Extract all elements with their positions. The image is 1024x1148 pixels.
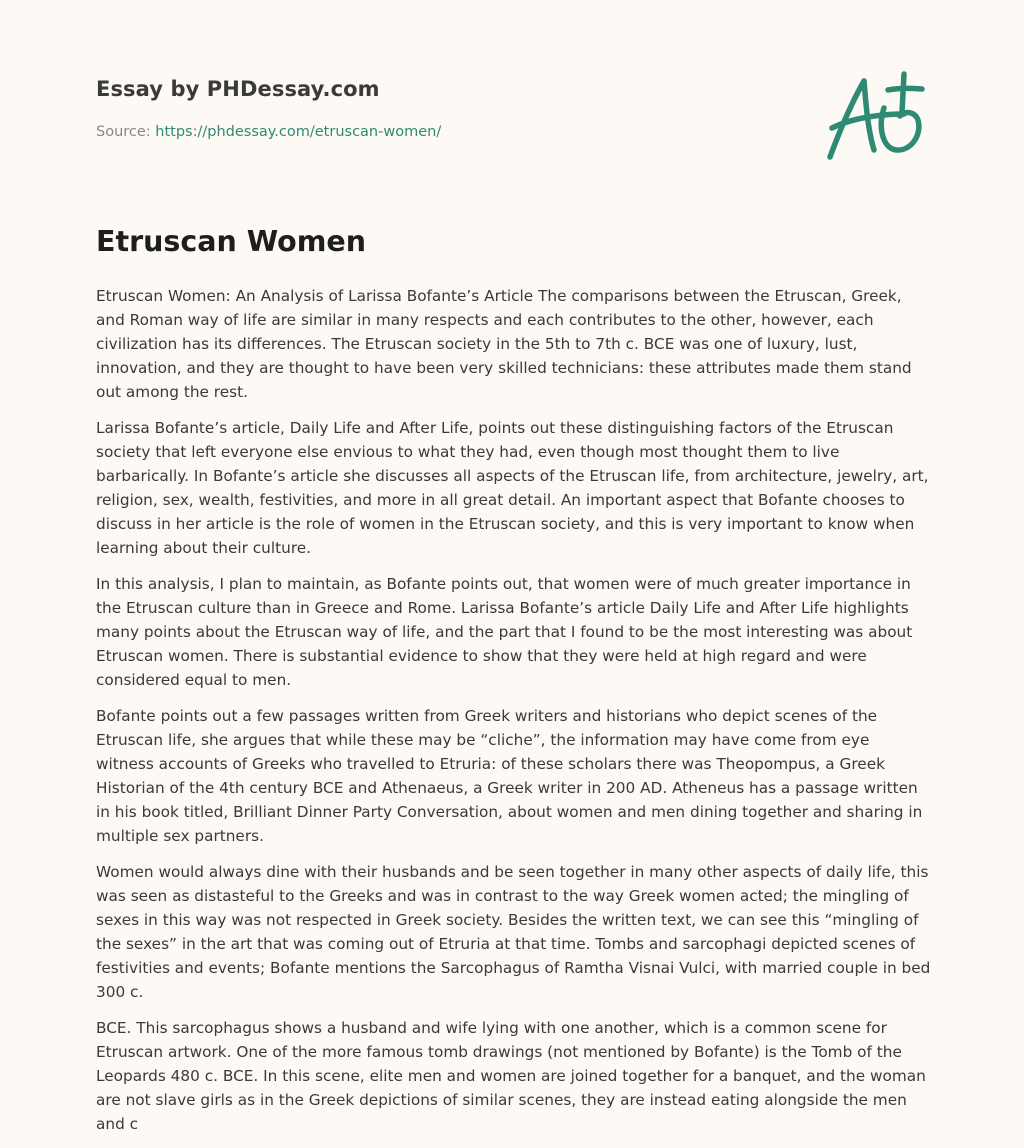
essay-paragraph: BCE. This sarcophagus shows a husband and wife lying with one another, which is a common scene for Etruscan artwork. One of the more famous tomb drawings (not mentioned by Bofante) is the Tomb of the Leopards 480 c. BCE. In this scene, elite men and women are joined together for a banquet, and the woman are not slave girls as in the Greek depictions of similar scenes, they are instead eating alongside the men and c xyxy=(96,1019,926,1133)
essay-paragraph: Larissa Bofante’s article, Daily Life and After Life, points out these distinguishing factors of the Etruscan society that left everyone else envious to what they had, even though most thought them to live barbarically. In Bofante’s article she discusses all aspects of the Etruscan life, from architecture, jewelry, art, religion, sex, wealth, festivities, and more in all great detail. An important aspect that Bofante chooses to discuss in her article is the role of women in the Etruscan society, and this is very important to know when learning about their culture. xyxy=(96,419,929,557)
source-line xyxy=(96,124,441,140)
essay-paragraph: Bofante points out a few passages written from Greek writers and historians who depict scenes of the Etruscan life, she argues that while these may be “cliche”, the information may have come from eye witness accounts of Greeks who travelled to Etruria: of these scholars there was Theopompus, a Greek Historian of the 4th century BCE and Athenaeus, a Greek writer in 200 AD. Atheneus has a passage written in his book titled, Brilliant Dinner Party Conversation, about women and men dining together and sharing in multiple sex partners. xyxy=(96,707,923,845)
essay-paragraph: In this analysis, I plan to maintain, as Bofante points out, that women were of much greater importance in the Etruscan culture than in Greece and Rome. Larissa Bofante’s article Daily Life and After Life highlights many points about the Etruscan way of life, and the part that I found to be the most interesting was about Etruscan women. There is substantial evidence to show that they were held at high regard and were considered equal to men. xyxy=(96,575,913,689)
essay-paragraph: Etruscan Women: An Analysis of Larissa Bofante’s Article The comparisons between the Etruscan, Greek, and Roman way of life are similar in many respects and each contributes to the other, however, each civilization has its differences. The Etruscan society in the 5th to 7th c. BCE was one of luxury, lust, innovation, and they are thought to have been very skilled technicians: these attributes made them stand out among the rest. xyxy=(96,287,912,401)
essay-body xyxy=(96,284,932,1148)
essay-title: Etruscan Women xyxy=(96,225,367,258)
a-plus-grade-icon xyxy=(822,68,926,164)
source-label: Source: xyxy=(96,124,156,140)
source-link[interactable]: https://phdessay.com/etruscan-women/ xyxy=(155,124,442,140)
essay-paragraph: Women would always dine with their husbands and be seen together in many other aspects of daily life, this was seen as distasteful to the Greeks and was in contrast to the way Greek women acted; the mingling of sexes in this way was not respected in Greek society. Besides the written text, we can see this “mingling of the sexes” in the art that was coming out of Etruria at that time. Tombs and sarcophagi depicted scenes of festivities and events; Bofante mentions the Sarcophagus of Ramtha Visnai Vulci, with married couple in bed 300 c. xyxy=(96,863,931,1001)
site-brand: Essay by PHDessay.com xyxy=(96,77,380,101)
